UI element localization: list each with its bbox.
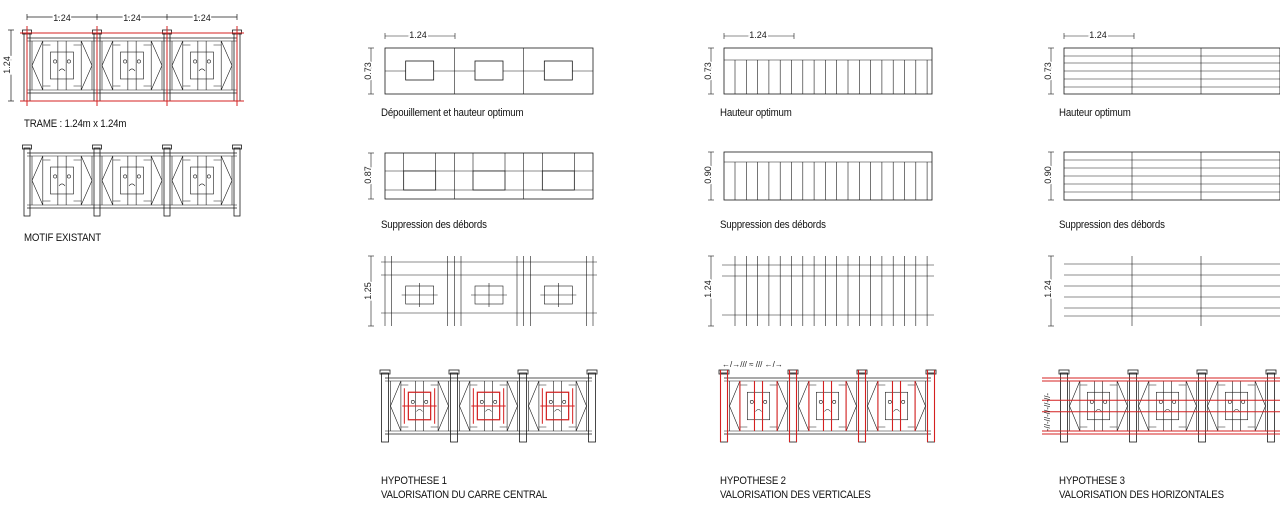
- diagonal: [868, 381, 878, 406]
- module-width-label: 1.24: [1089, 30, 1107, 40]
- rosette: [563, 400, 566, 403]
- variant-3-height-label: 1.24: [703, 280, 713, 298]
- diagonal: [151, 66, 162, 91]
- post: [1130, 373, 1137, 442]
- diagonal: [529, 406, 539, 431]
- rhythm-label: -//-//-//-//-//-: [1043, 392, 1052, 432]
- scroll: [486, 410, 492, 412]
- variant-1-height-label: 0.73: [703, 62, 713, 80]
- scroll: [1234, 410, 1240, 412]
- trame-caption: TRAME : 1.24m x 1.24m: [24, 118, 127, 130]
- rosette: [494, 400, 497, 403]
- diagonal: [102, 66, 113, 91]
- central-square: [473, 171, 505, 190]
- rosette: [480, 400, 483, 403]
- hypothesis-1-subtitle: VALORISATION DU CARRE CENTRAL: [381, 489, 548, 501]
- diagonal: [1139, 406, 1149, 431]
- rosette: [833, 400, 836, 403]
- diagonal: [172, 41, 183, 66]
- rosette: [193, 60, 196, 63]
- hypothesis-3-title: HYPOTHESE 3: [1059, 475, 1125, 487]
- trame-drawing: [2, 13, 244, 106]
- existing-motif-caption: MOTIF EXISTANT: [24, 232, 101, 244]
- post: [164, 148, 170, 216]
- diagonal: [32, 156, 43, 181]
- diagonal: [391, 381, 401, 406]
- panel-frame: [724, 152, 932, 200]
- trame-width-label-1: 1.24: [53, 13, 71, 23]
- post: [1268, 373, 1275, 442]
- balustrade-elevation: [23, 145, 242, 216]
- variant-3-height-label: 1.24: [1043, 280, 1053, 298]
- diagonal: [1208, 406, 1218, 431]
- rosette: [1104, 400, 1107, 403]
- diagonal: [172, 66, 183, 91]
- diagonal: [151, 181, 162, 206]
- variant-2-caption: Suppression des débords: [720, 219, 826, 231]
- trame-width-label-2: 1.24: [123, 13, 141, 23]
- diagonal: [32, 66, 43, 91]
- balustrade-elevation: [23, 30, 242, 101]
- diagonal: [438, 381, 448, 406]
- hypothesis-3-drawing: [1042, 370, 1280, 442]
- rosette: [764, 400, 767, 403]
- diagonal: [81, 181, 92, 206]
- diagonal: [868, 406, 878, 431]
- rosette: [67, 60, 70, 63]
- diagonal: [81, 66, 92, 91]
- rosette: [1159, 400, 1162, 403]
- diagonal: [221, 41, 232, 66]
- central-square: [747, 392, 769, 420]
- central-square: [544, 61, 572, 80]
- post: [1199, 373, 1206, 442]
- diagonal: [507, 381, 517, 406]
- hypothesis-2-title: HYPOTHESE 2: [720, 475, 786, 487]
- column-1: [363, 30, 597, 442]
- rosette: [1228, 400, 1231, 403]
- diagonal: [1139, 381, 1149, 406]
- central-square: [190, 52, 213, 79]
- hypothesis-1-drawing: [380, 370, 597, 442]
- diagonal: [221, 66, 232, 91]
- post: [790, 373, 797, 442]
- diagonal: [915, 381, 925, 406]
- diagonal: [1186, 381, 1196, 406]
- diagonal: [102, 156, 113, 181]
- panel-frame: [724, 48, 932, 94]
- variant-2-caption: Suppression des débords: [381, 219, 487, 231]
- central-square: [475, 61, 503, 80]
- diagonal: [846, 381, 856, 406]
- post: [589, 373, 596, 442]
- post: [859, 373, 866, 442]
- diagonal: [460, 381, 470, 406]
- scroll: [59, 69, 65, 71]
- diagonal: [102, 181, 113, 206]
- post: [24, 148, 30, 216]
- central-square: [120, 167, 143, 194]
- central-square: [885, 392, 907, 420]
- variant-2-caption: Suppression des débords: [1059, 219, 1165, 231]
- diagonal: [799, 381, 809, 406]
- diagonal: [529, 381, 539, 406]
- diagonal: [1255, 406, 1265, 431]
- hypothesis-2-drawing: [719, 370, 936, 442]
- scroll: [1165, 410, 1171, 412]
- post: [94, 148, 100, 216]
- rosette: [902, 400, 905, 403]
- diagonal: [1186, 406, 1196, 431]
- scroll: [129, 69, 135, 71]
- rosette: [411, 400, 414, 403]
- column-2: [703, 30, 936, 442]
- column-3: [1042, 30, 1280, 442]
- rosette: [207, 175, 210, 178]
- variant-1-panel: [368, 33, 593, 94]
- diagonal: [438, 406, 448, 431]
- trame-width-label-3: 1.24: [193, 13, 211, 23]
- diagonal: [777, 406, 787, 431]
- diagonal: [460, 406, 470, 431]
- diagonal: [221, 156, 232, 181]
- central-square: [1225, 392, 1247, 420]
- central-square: [406, 61, 434, 80]
- diagonal: [81, 156, 92, 181]
- diagonal: [172, 156, 183, 181]
- diagonal: [576, 381, 586, 406]
- variant-1-caption: Dépouillement et hauteur optimum: [381, 107, 524, 119]
- variant-1-panel: [1048, 33, 1280, 94]
- scroll: [756, 410, 762, 412]
- diagonal: [102, 41, 113, 66]
- diagonal: [1117, 406, 1127, 431]
- rosette: [53, 60, 56, 63]
- existing-motif-drawing: [23, 145, 242, 216]
- rosette: [123, 175, 126, 178]
- scroll: [199, 184, 205, 186]
- post: [382, 373, 389, 442]
- variant-1-panel: [708, 33, 932, 94]
- scroll: [825, 410, 831, 412]
- rosette: [549, 400, 552, 403]
- scroll: [129, 184, 135, 186]
- variant-3-panel: [368, 256, 597, 326]
- rosette: [888, 400, 891, 403]
- rosette: [750, 400, 753, 403]
- post: [928, 373, 935, 442]
- trame-height-label: 1.24: [2, 56, 12, 74]
- rosette: [53, 175, 56, 178]
- variant-2-panel: [368, 153, 593, 199]
- scroll: [199, 69, 205, 71]
- central-square: [542, 171, 574, 190]
- central-square: [50, 167, 73, 194]
- diagonal: [915, 406, 925, 431]
- scroll: [59, 184, 65, 186]
- central-square: [404, 171, 436, 190]
- diagonal: [1070, 406, 1080, 431]
- variant-3-panel: [1048, 256, 1280, 326]
- scroll: [1096, 410, 1102, 412]
- scroll: [894, 410, 900, 412]
- rosette: [67, 175, 70, 178]
- variant-2-height-label: 0.87: [363, 166, 373, 184]
- diagonal: [32, 41, 43, 66]
- diagonal: [151, 156, 162, 181]
- rhythm-label: ←/→/// ≈ /// ←/→: [722, 360, 783, 369]
- variant-1-caption: Hauteur optimum: [720, 107, 792, 119]
- rosette: [193, 175, 196, 178]
- rosette: [123, 60, 126, 63]
- scroll: [417, 410, 423, 412]
- diagonal: [32, 181, 43, 206]
- variant-3-height-label: 1.25: [363, 282, 373, 300]
- module-width-label: 1.24: [749, 30, 767, 40]
- diagonal: [172, 181, 183, 206]
- variant-1-height-label: 0.73: [1043, 62, 1053, 80]
- rosette: [1242, 400, 1245, 403]
- diagonal: [221, 181, 232, 206]
- variant-2-height-label: 0.90: [1043, 166, 1053, 184]
- hypothesis-2-subtitle: VALORISATION DES VERTICALES: [720, 489, 871, 501]
- rosette: [1090, 400, 1093, 403]
- rosette: [1173, 400, 1176, 403]
- variant-2-panel: [1048, 152, 1280, 200]
- variant-2-panel: [708, 152, 932, 200]
- rosette: [819, 400, 822, 403]
- diagonal: [1117, 381, 1127, 406]
- rosette: [207, 60, 210, 63]
- central-square: [1087, 392, 1109, 420]
- central-square: [1156, 392, 1178, 420]
- central-square: [816, 392, 838, 420]
- central-square: [50, 52, 73, 79]
- post: [1061, 373, 1068, 442]
- diagonal: [777, 381, 787, 406]
- diagonal: [730, 381, 740, 406]
- diagonal: [1208, 381, 1218, 406]
- variant-1-caption: Hauteur optimum: [1059, 107, 1131, 119]
- rosette: [425, 400, 428, 403]
- diagonal: [391, 406, 401, 431]
- post: [234, 148, 240, 216]
- diagonal: [846, 406, 856, 431]
- scroll: [555, 410, 561, 412]
- hypothesis-3-subtitle: VALORISATION DES HORIZONTALES: [1059, 489, 1224, 501]
- diagonal: [799, 406, 809, 431]
- diagonal: [81, 41, 92, 66]
- diagonal: [1070, 381, 1080, 406]
- diagonal: [151, 41, 162, 66]
- central-square: [120, 52, 143, 79]
- rosette: [137, 175, 140, 178]
- post: [451, 373, 458, 442]
- variant-3-panel: [708, 256, 934, 326]
- variant-1-height-label: 0.73: [363, 62, 373, 80]
- post: [520, 373, 527, 442]
- diagonal: [1255, 381, 1265, 406]
- post: [721, 373, 728, 442]
- diagonal: [730, 406, 740, 431]
- diagonal: [507, 406, 517, 431]
- variant-2-height-label: 0.90: [703, 166, 713, 184]
- central-square: [190, 167, 213, 194]
- module-width-label: 1.24: [409, 30, 427, 40]
- diagonal: [576, 406, 586, 431]
- rosette: [137, 60, 140, 63]
- hypothesis-1-title: HYPOTHESE 1: [381, 475, 447, 487]
